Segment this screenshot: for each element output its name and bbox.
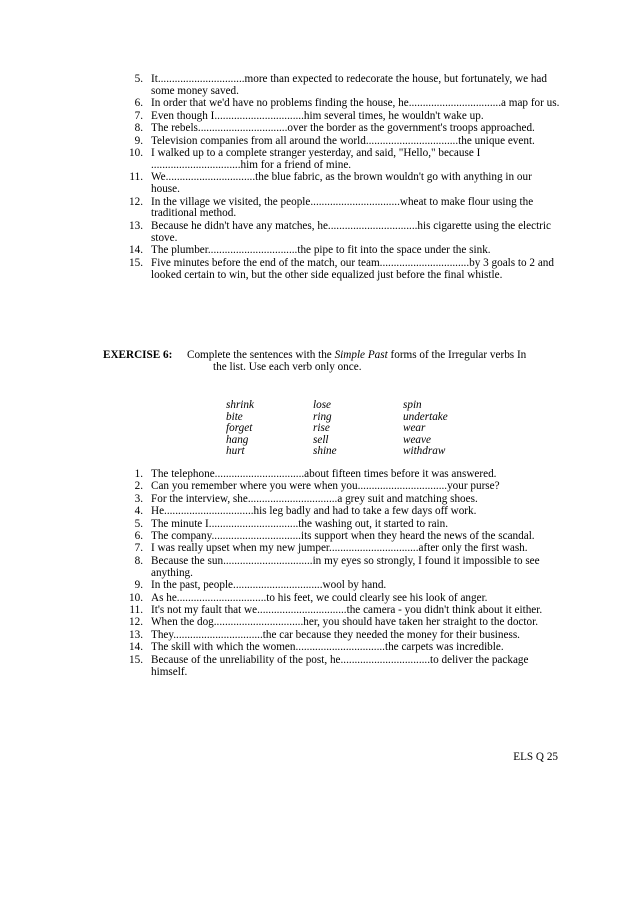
- exercise-item: [121, 642, 561, 654]
- item-number: 2.: [134, 480, 143, 493]
- item-text: Five minutes before the end of the match, our team................................by 3 goals to 2 and looked certain to win, but the other side equalized just before the final whistle.: [151, 256, 554, 281]
- exercise-item: [121, 136, 561, 148]
- item-number: 15.: [129, 653, 143, 666]
- exercise-item: [121, 481, 561, 493]
- item-number: 12.: [129, 195, 143, 208]
- verb: shine: [313, 445, 337, 458]
- item-number: 7.: [134, 542, 143, 555]
- item-number: 1.: [134, 468, 143, 480]
- exercise-item: [121, 580, 561, 592]
- exercise-item: [121, 74, 561, 98]
- exercise-item: [121, 172, 561, 196]
- item-number: 13.: [129, 219, 143, 232]
- item-number: 8.: [134, 122, 143, 135]
- verb: lose: [313, 399, 332, 411]
- exercise-item: [121, 197, 561, 221]
- item-number: 6.: [134, 530, 143, 543]
- exercise-item: [121, 630, 561, 642]
- exercise-item: [121, 605, 561, 617]
- item-number: 10.: [129, 146, 143, 159]
- item-text: Because he didn't have any matches, he................................his cigarette using the electric stove.: [151, 219, 551, 244]
- exercise-item: [121, 148, 561, 172]
- verb: undertake: [403, 410, 448, 423]
- item-number: 13.: [129, 628, 143, 641]
- item-text: The company................................its support when they heard the news of the scandal.: [151, 530, 535, 543]
- item-number: 7.: [134, 109, 143, 122]
- item-number: 14.: [129, 641, 143, 654]
- exercise-item: [121, 258, 561, 282]
- item-number: 6.: [134, 97, 143, 110]
- verb: ring: [313, 410, 332, 423]
- exercise-item: [121, 98, 561, 110]
- item-number: 12.: [129, 616, 143, 629]
- item-text: In the past, people................................wool by hand.: [151, 579, 387, 592]
- exercise-item: [121, 655, 561, 679]
- verb: wear: [403, 422, 426, 435]
- item-number: 14.: [129, 244, 143, 257]
- item-text: In order that we'd have no problems finding the house, he.................................a map for us.: [151, 97, 560, 110]
- verb: weave: [403, 433, 431, 446]
- item-number: 8.: [134, 554, 143, 567]
- item-number: 11.: [129, 603, 143, 616]
- item-number: 9.: [134, 134, 143, 147]
- exercise-item: [121, 531, 561, 543]
- verb: hurt: [226, 445, 245, 458]
- item-text: It...............................more than expected to redecorate the house, but fortunately, we had some money saved.: [151, 73, 547, 97]
- item-text: Television companies from all around the world.................................the unique event.: [151, 134, 535, 147]
- item-text: We................................the blue fabric, as the brown wouldn't go with anything in our house.: [151, 171, 532, 196]
- verb: shrink: [226, 399, 254, 411]
- item-text: In the village we visited, the people................................wheat to make flour using the traditional method.: [151, 195, 534, 220]
- verb-column-3: [403, 400, 493, 458]
- verb-column-1: [226, 400, 316, 458]
- exercise-item: [121, 123, 561, 135]
- exercise-item: [121, 506, 561, 518]
- exercise-6-items: [121, 469, 561, 679]
- item-text: He................................his leg badly and had to take a few days off work.: [151, 505, 477, 518]
- item-number: 4.: [134, 505, 143, 518]
- item-text: Can you remember where you were when you................................your purse?: [151, 480, 500, 493]
- exercise-item: [121, 469, 561, 481]
- item-text: As he................................to his feet, we could clearly see his look of anger.: [151, 591, 488, 604]
- exercise-item: [121, 519, 561, 531]
- exercise-label: EXERCISE 6:: [103, 349, 173, 361]
- item-text: Because of the unreliability of the post, he................................to deliver the package himself.: [151, 653, 529, 678]
- verb: sell: [313, 433, 329, 446]
- exercise-item: [121, 245, 561, 257]
- exercise-item: [121, 494, 561, 506]
- exercise-5-items: [121, 74, 561, 282]
- exercise-item: [121, 543, 561, 555]
- verb: hang: [226, 433, 249, 446]
- verb: spin: [403, 399, 422, 411]
- item-text: Even though I................................him several times, he wouldn't wake up.: [151, 109, 484, 122]
- verb: forget: [226, 422, 253, 435]
- exercise-instructions: Complete the sentences with the Simple Past forms of the Irregular verbs In the list. Use each verb only once.: [187, 349, 527, 374]
- item-text: The plumber................................the pipe to fit into the space under the sink.: [151, 244, 491, 257]
- item-text: They................................the car because they needed the money for their business.: [151, 628, 520, 641]
- verb: bite: [226, 410, 243, 423]
- item-number: 10.: [129, 591, 143, 604]
- item-text: It's not my fault that we................................the camera - you didn't think about it either.: [151, 603, 543, 616]
- item-text: When the dog................................her, you should have taken her straight to the doctor.: [151, 616, 538, 629]
- item-number: 9.: [134, 579, 143, 592]
- exercise-item: [121, 593, 561, 605]
- item-text: The skill with which the women................................the carpets was incredible.: [151, 641, 504, 654]
- item-text: The telephone................................about fifteen times before it was answered.: [151, 468, 497, 480]
- exercise-item: [121, 617, 561, 629]
- verb-column-2: [313, 400, 403, 458]
- verb: rise: [313, 422, 330, 435]
- item-text: I was really upset when my new jumper................................after only the first wash.: [151, 542, 528, 555]
- exercise-item: [121, 111, 561, 123]
- exercise-6-heading: [103, 349, 563, 374]
- item-text: The rebels................................over the border as the government's troops approached.: [151, 122, 535, 135]
- item-text: The minute I................................the washing out, it started to rain.: [151, 517, 449, 530]
- item-number: 11.: [129, 171, 143, 184]
- item-number: 3.: [134, 492, 143, 505]
- item-text: I walked up to a complete stranger yesterday, and said, "Hello," because I ................................him for a friend of mine.: [151, 146, 481, 171]
- exercise-item: [121, 221, 561, 245]
- item-text: For the interview, she................................a grey suit and matching shoes.: [151, 492, 478, 505]
- exercise-item: [121, 556, 561, 580]
- item-number: 5.: [134, 517, 143, 530]
- page-footer: ELS Q 25: [513, 751, 558, 763]
- verb: withdraw: [403, 445, 446, 458]
- item-text: Because the sun................................in my eyes so strongly, I found it impossible to see anything.: [151, 554, 540, 579]
- item-number: 5.: [134, 73, 143, 85]
- item-number: 15.: [129, 256, 143, 269]
